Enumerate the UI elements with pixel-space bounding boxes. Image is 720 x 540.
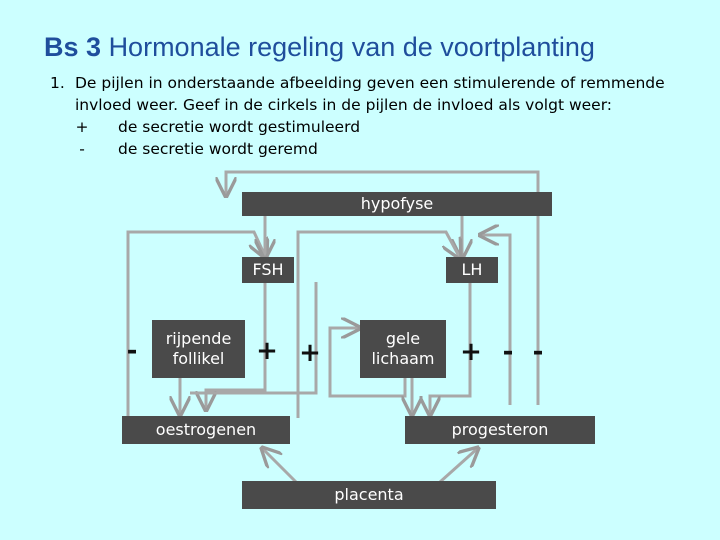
node-oestrogenen: oestrogenen — [122, 416, 290, 444]
mark-progesteron-feedback-1: - — [502, 337, 514, 367]
mark-lh-to-follikel: + — [299, 338, 321, 368]
gele-line-1: gele — [385, 329, 421, 348]
mark-fsh-to-follikel: + — [256, 336, 278, 366]
follikel-line-1: rijpende — [165, 329, 232, 348]
mark-progesteron-feedback-2: - — [532, 337, 544, 367]
node-hypofyse: hypofyse — [242, 192, 552, 216]
title-chapter: Bs 3 — [44, 32, 102, 62]
plus-explanation: de secretie wordt gestimuleerd — [118, 118, 361, 136]
minus-symbol: - — [79, 140, 85, 158]
title-text: Hormonale regeling van de voortplanting — [108, 32, 595, 62]
node-progesteron: progesteron — [405, 416, 595, 444]
plus-symbol: + — [75, 118, 89, 136]
node-placenta: placenta — [242, 481, 496, 509]
follikel-line-2: follikel — [172, 349, 225, 368]
minus-explanation: de secretie wordt geremd — [118, 140, 318, 158]
instruction-line-2: invloed weer. Geef in de cirkels in de pijlen de invloed als volgt weer: — [75, 96, 613, 114]
node-fsh: FSH — [242, 257, 294, 283]
mark-lh-to-gele: + — [460, 337, 482, 367]
instruction-line-1: De pijlen in onderstaande afbeelding geven een stimulerende of remmende — [75, 74, 665, 92]
node-rijpende-follikel — [152, 320, 245, 378]
mark-oestrogen-feedback: - — [126, 336, 138, 366]
gele-line-2: lichaam — [371, 349, 435, 368]
node-gele-lichaam — [360, 320, 446, 378]
node-lh: LH — [446, 257, 498, 283]
question-number: 1. — [50, 74, 65, 92]
